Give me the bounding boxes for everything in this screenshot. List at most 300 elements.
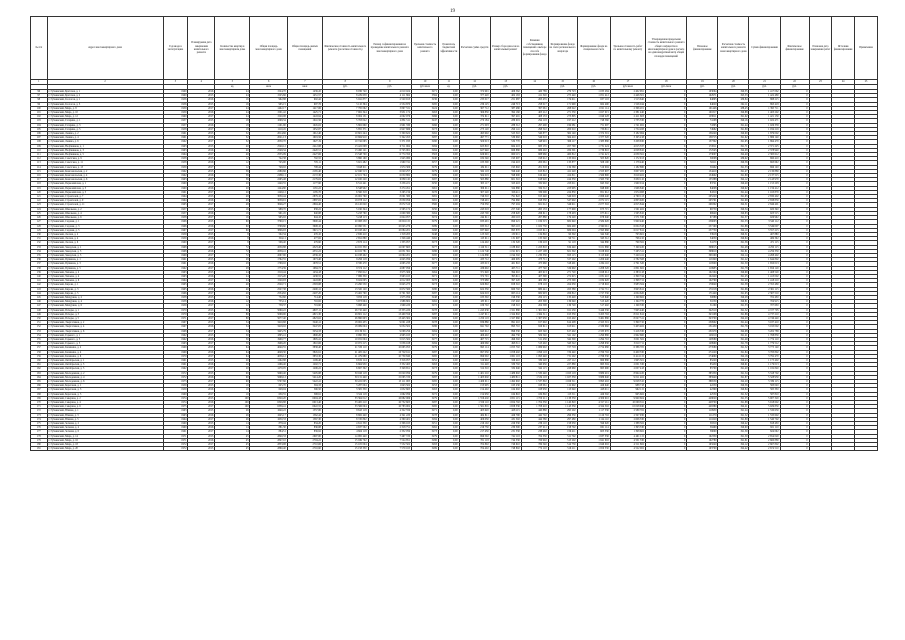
table-cell: 9 374 112 [322,266,368,270]
table-cell: 1 245 630 [459,308,490,312]
table-cell: 203 300 [521,300,548,304]
table-cell: 435 013 [459,262,490,266]
table-cell: 1 530 440 [521,371,548,375]
table-cell: 102420 [687,274,718,278]
column-number: 3 [163,80,188,85]
table-cell: 0 [645,380,686,384]
table-cell: 1 718 602 [577,283,610,287]
column-unit: кв.м [250,85,287,90]
table-cell: 136 [31,258,48,262]
table-cell: 1959 [163,388,188,392]
table-cell: 236 125 [459,102,490,106]
table-cell: 2 361 115 [749,287,780,291]
table-cell: 4 664 118 [322,430,368,434]
table-cell: 1962 [163,333,188,337]
table-cell: 0 [645,245,686,249]
table-cell: 20 168 402 [322,228,368,232]
table-cell: 704 402 [459,447,490,451]
table-cell: 199 081 [548,123,577,127]
table-cell: 191,40 [718,367,749,371]
table-cell: 5287 [411,312,438,316]
table-cell: 745,90 [250,161,287,165]
table-cell: 1 535 602 [749,413,780,417]
table-cell: 30 [215,342,250,346]
table-cell: 0 [645,102,686,106]
table-cell: 40 [215,291,250,295]
table-cell: 1 377 320 [577,136,610,140]
table-cell: 0 [645,174,686,178]
table-cell: 1 422 480 [749,94,780,98]
table-cell: 1 051 412 [577,94,610,98]
table-cell: 12 101 764 [322,174,368,178]
table-cell: 0,00 [438,342,459,346]
table-cell: 500 013 [459,140,490,144]
table-cell: 24 [215,115,250,119]
table-cell: 2015 [188,195,215,199]
table-cell: 179 220 [548,216,577,220]
table-cell: 682 903 [521,291,548,295]
table-cell: 0 [780,409,809,413]
table-cell: 2016 [188,438,215,442]
table-cell: 5262 [411,426,438,430]
table-cell: 8 229 658 [322,94,368,98]
table-cell: 426 640 [577,384,610,388]
table-cell: 1 421 130 [749,115,780,119]
table-cell: 0 [645,220,686,224]
table-cell: 251 087 [490,98,521,102]
table-cell: 2 584 020 [577,220,610,224]
table-cell: 455 380 [548,287,577,291]
table-cell: 716,82 [287,300,322,304]
table-cell: 0,00 [438,148,459,152]
table-cell: 339 220 [521,359,548,363]
table-cell: 2 846 401 [749,203,780,207]
table-cell: 59690 [687,430,718,434]
table-cell: 12 [215,165,250,169]
table-cell: 7 986 330 [322,274,368,278]
table-cell: 366 117 [548,140,577,144]
table-cell: 3 324 118 [322,392,368,396]
address-cell: г. Губкинский, Калинина, д. 6 [47,354,163,358]
table-cell: 191,32 [718,392,749,396]
table-cell: 192,12 [718,443,749,447]
table-cell: 2 636 410 [322,232,368,236]
table-cell: 3 897 531 [368,106,411,110]
table-cell: 1 417 062 [749,90,780,94]
table-cell: 26 [215,409,250,413]
table-cell: 5289 [411,174,438,178]
table-cell: 1 986 802 [368,300,411,304]
table-cell: 0 [780,220,809,224]
table-cell: 4 002 076 [368,115,411,119]
table-cell: 4 665 235 [368,262,411,266]
table-cell: 5 990 440 [610,220,645,224]
table-cell: 5263 [411,388,438,392]
table-cell: 1970 [163,308,188,312]
table-cell: 135 420 [548,295,577,299]
table-cell: 205220 [687,195,718,199]
table-cell: 1098,34 [250,119,287,123]
table-cell: 1 194 502 [490,253,521,257]
table-cell: 839 880 [459,321,490,325]
table-cell: 1 138 330 [548,396,577,400]
table-cell: 191,80 [718,174,749,178]
table-cell: 235 017 [459,98,490,102]
table-cell: 0 [780,295,809,299]
table-cell: 2853,98 [250,443,287,447]
table-cell: 4 111 804 [368,94,411,98]
table-cell: 111 [31,153,48,157]
table-cell: 1 175 402 [749,359,780,363]
table-cell: 0 [645,199,686,203]
table-cell: 2 624 057 [368,216,411,220]
table-cell: 920 611 [521,325,548,329]
table-cell: 2393,88 [287,283,322,287]
table-cell: 397 401 [490,115,521,119]
table-cell: 836,88 [287,426,322,430]
table-cell: 1 124 110 [577,417,610,421]
table-cell: 397 220 [490,279,521,283]
table-cell: 0 [645,94,686,98]
table-cell: 1 061 118 [490,354,521,358]
address-cell: г. Губкинский, Ленина, д. 4 [47,136,163,140]
table-cell: 124 402 [459,241,490,245]
table-cell: 0,00 [438,262,459,266]
table-cell: 0 [780,182,809,186]
table-cell: 155388 [687,178,718,182]
table-cell: 1 324 802 [490,312,521,316]
table-cell: 10 045 276 [368,224,411,228]
table-cell: 5251 [411,422,438,426]
table-cell: 1957 [163,119,188,123]
table-cell: 2704,22 [287,438,322,442]
table-cell: 0 [780,199,809,203]
table-cell: 1 960 014 [610,182,645,186]
table-cell: 848 600 [577,186,610,190]
table-cell: 115 [31,169,48,173]
table-cell: 884,51 [250,430,287,434]
table-cell: 1959 [163,106,188,110]
table-cell: 0,00 [438,291,459,295]
table-cell: 0 [780,111,809,115]
table-cell: 863 304 [577,363,610,367]
table-cell: 594,33 [287,384,322,388]
table-cell: 24 [215,94,250,98]
table-cell: 794 660 [490,199,521,203]
table-cell: 2016 [188,211,215,215]
table-cell: 2 992 660 [610,333,645,337]
table-cell: 1970 [163,354,188,358]
table-cell: 1515,20 [250,274,287,278]
table-cell: 1 230 330 [521,253,548,257]
table-cell: 1 945 080 [368,157,411,161]
address-cell: г. Губкинский, Молодежная, д. 6 [47,380,163,384]
table-cell: 3 332 465 [368,363,411,367]
table-cell: 1 650 013 [749,262,780,266]
table-cell: 3038,91 [250,199,287,203]
table-cell: 154 930 [459,392,490,396]
table-cell: 1438,55 [287,274,322,278]
table-cell: 0 [780,304,809,308]
table-cell: 1 117 330 [577,409,610,413]
table-cell: 624 018 [459,291,490,295]
table-cell: 1 021 114 [577,106,610,110]
table-cell: 2 589 702 [610,409,645,413]
table-cell [832,447,855,451]
table-cell: 5264 [411,270,438,274]
table-cell: 878,44 [250,422,287,426]
table-cell: 26 [215,413,250,417]
table-cell: 403 620 [459,409,490,413]
table-cell: 128210 [687,333,718,337]
table-cell: 0,00 [438,94,459,98]
address-cell: г. Губкинский, Нефтяников, д. 3 [47,148,163,152]
table-cell: 5236 [411,98,438,102]
table-cell: 194 418 [490,161,521,165]
table-cell: 190,42 [718,422,749,426]
table-cell: 33 465 210 [322,401,368,405]
table-cell: 1 022 730 [521,224,548,228]
table-cell: 64 [215,354,250,358]
table-cell: 192780 [687,438,718,442]
table-cell: 3 001 502 [610,337,645,341]
table-cell: 192,11 [718,102,749,106]
table-cell: 564 019 [459,174,490,178]
table-cell: 1762,55 [250,258,287,262]
table-cell: 5287 [411,401,438,405]
table-cell: 1 654 702 [490,401,521,405]
table-cell: 26 710 440 [322,308,368,312]
table-cell: 758,37 [250,304,287,308]
table-cell: 342 300 [548,337,577,341]
table-cell: 16 732 605 [368,401,411,405]
table-cell: 1974 [163,396,188,400]
table-cell: 0,00 [438,363,459,367]
table-cell: 0 [645,413,686,417]
table-cell: 516 211 [548,447,577,451]
table-cell: 0 [780,430,809,434]
address-cell: г. Губкинский, Комсомольская, д. 6 [47,178,163,182]
table-cell: 0,00 [438,409,459,413]
table-cell: 3 880 401 [577,371,610,375]
table-cell: 627 940 [459,148,490,152]
table-cell: 5303 [411,153,438,157]
table-cell: 2015 [188,321,215,325]
table-cell: 1 534 118 [521,375,548,379]
table-cell: 103064 [687,90,718,94]
table-cell: 0 [645,346,686,350]
table-cell: 96 [31,90,48,94]
table-cell: 6 004 318 [610,224,645,228]
table-cell: 5281 [411,195,438,199]
table-cell: 843 612 [459,329,490,333]
table-cell: 1 022 471 [749,119,780,123]
table-cell: 4040,55 [250,346,287,350]
table-cell: 1 143 330 [548,405,577,409]
table-cell: 8 645 118 [322,409,368,413]
table-cell: 6329,88 [250,401,287,405]
table-cell: 565 880 [459,178,490,182]
table-cell: 5 036 108 [368,342,411,346]
table-cell: 5279 [411,396,438,400]
table-cell: 5272 [411,392,438,396]
table-cell: 2 130 880 [749,169,780,173]
table-cell: 988 718 [610,384,645,388]
table-cell: 326 411 [490,190,521,194]
table-cell: 12 [215,295,250,299]
table-cell: 0 [645,237,686,241]
table-cell: 2407,20 [287,291,322,295]
table-cell: 4 015 337 [610,144,645,148]
table-cell: 6 080 110 [368,178,411,182]
table-cell: 0,00 [438,106,459,110]
table-cell: 103 [31,119,48,123]
address-cell: г. Губкинский, Школьная, д. 6 [47,216,163,220]
table-cell: 195,53 [718,94,749,98]
table-cell: 3 256 221 [368,182,411,186]
column-unit: руб. [459,85,490,90]
table-cell: 3 975 306 [368,270,411,274]
table-cell: 121 [31,195,48,199]
table-cell: 1451,57 [287,94,322,98]
table-cell: 7 579 165 [368,447,411,451]
table-cell: 343 522 [548,342,577,346]
table-cell: 614 408 [548,321,577,325]
table-cell: 4056,12 [250,354,287,358]
table-cell: 411 320 [521,94,548,98]
table-cell: 473 711 [521,258,548,262]
table-cell: 1960 [163,426,188,430]
table-cell: 3 890 160 [322,157,368,161]
table-cell: 18 002 455 [322,321,368,325]
table-cell: 192,42 [718,447,749,451]
table-cell: 3 295 159 [368,190,411,194]
table-cell: 0 [645,279,686,283]
table-cell: 190,90 [718,132,749,136]
table-cell: 2017 [188,291,215,295]
table-cell: 33918 [687,232,718,236]
table-cell: 2 371 225 [749,144,780,148]
table-cell: 865 990 [577,367,610,371]
table-cell: 5 929 830 [749,405,780,409]
table-cell: 0 [645,232,686,236]
table-cell: 5291 [411,199,438,203]
column-unit: руб. [548,85,577,90]
table-cell: 0 [780,283,809,287]
table-cell: 0,00 [438,249,459,253]
table-cell: 0,00 [438,270,459,274]
table-cell: 188,45 [718,106,749,110]
table-cell: 1 383 880 [577,140,610,144]
table-cell: 147 [31,304,48,308]
address-cell: г. Губкинский, Ленина, д. 2 [47,132,163,136]
table-cell: 20 [215,186,250,190]
table-cell: 1 034 920 [577,279,610,283]
table-cell: 191,76 [718,325,749,329]
table-cell: 374 611 [459,115,490,119]
table-cell: 1 555 907 [577,169,610,173]
column-unit: кв.м [287,85,322,90]
table-cell: 12 [215,157,250,161]
table-cell: 5289 [411,224,438,228]
table-cell: 1645,17 [250,413,287,417]
table-cell: 0 [780,216,809,220]
table-cell: 5 300 622 [368,132,411,136]
table-cell: 6 548 902 [322,186,368,190]
address-cell: г. Губкинский, Октябрьская, д. 1 [47,359,163,363]
table-cell: 21 405 222 [322,350,368,354]
table-cell: 5253 [411,384,438,388]
table-cell: 5273 [411,127,438,131]
table-cell: 192,31 [718,203,749,207]
table-cell: 5287 [411,350,438,354]
table-cell: 891 210 [490,321,521,325]
table-cell: 1 398 602 [610,430,645,434]
table-cell: 0 [780,148,809,152]
table-cell: 190,90 [718,426,749,430]
column-unit: руб./кв.м [610,85,645,90]
table-cell: 0,00 [438,329,459,333]
table-cell: 26 801 112 [322,312,368,316]
table-cell: 6339,41 [250,405,287,409]
table-cell: 1912,40 [287,132,322,136]
table-cell: 4 360 401 [368,417,411,421]
table-cell: 1972 [163,371,188,375]
table-cell: 0 [780,94,809,98]
table-cell: 182 540 [459,157,490,161]
table-cell: 1960 [163,182,188,186]
table-cell: 751 007 [577,123,610,127]
table-cell: 108 [31,140,48,144]
table-cell: 130 911 [490,232,521,236]
table-cell: 693 602 [749,161,780,165]
table-cell: 2 754 980 [577,346,610,350]
table-cell: 2 760 702 [577,350,610,354]
table-cell: 28 [215,258,250,262]
table-cell: 0 [645,295,686,299]
table-cell: 167 [31,388,48,392]
address-cell: г. Губкинский, Береговая, д. 3 [47,388,163,392]
table-cell: 1 489 811 [490,375,521,379]
table-cell: 0 [780,144,809,148]
table-cell: 502,34 [250,232,287,236]
table-cell: 428020 [687,396,718,400]
table-cell: 547 902 [548,199,577,203]
table-cell: 309190 [687,253,718,257]
table-cell: 153 [31,329,48,333]
table-cell: 3 461 880 [577,316,610,320]
table-cell: 5297 [411,178,438,182]
table-cell: 764 330 [521,434,548,438]
table-cell: 10 601 244 [322,132,368,136]
table-cell: 0,00 [438,438,459,442]
table-cell: 1 741 421 [577,153,610,157]
address-cell: г. Губкинский, Кирова, д. 5 [47,291,163,295]
table-cell: 30 131 440 [322,375,368,379]
table-cell: 1 326 440 [368,237,411,241]
table-cell: 0 [780,98,809,102]
column-number: 24 [832,80,855,85]
table-cell: 562 118 [459,169,490,173]
table-cell: 405 613 [521,270,548,274]
table-cell: 1524,70 [250,90,287,94]
table-cell: 1 026 358 [749,123,780,127]
table-cell: 5 339 115 [749,380,780,384]
table-cell: 134 [31,249,48,253]
table-cell: 142 [31,283,48,287]
table-cell: 701 118 [459,438,490,442]
table-cell: 24 [215,111,250,115]
